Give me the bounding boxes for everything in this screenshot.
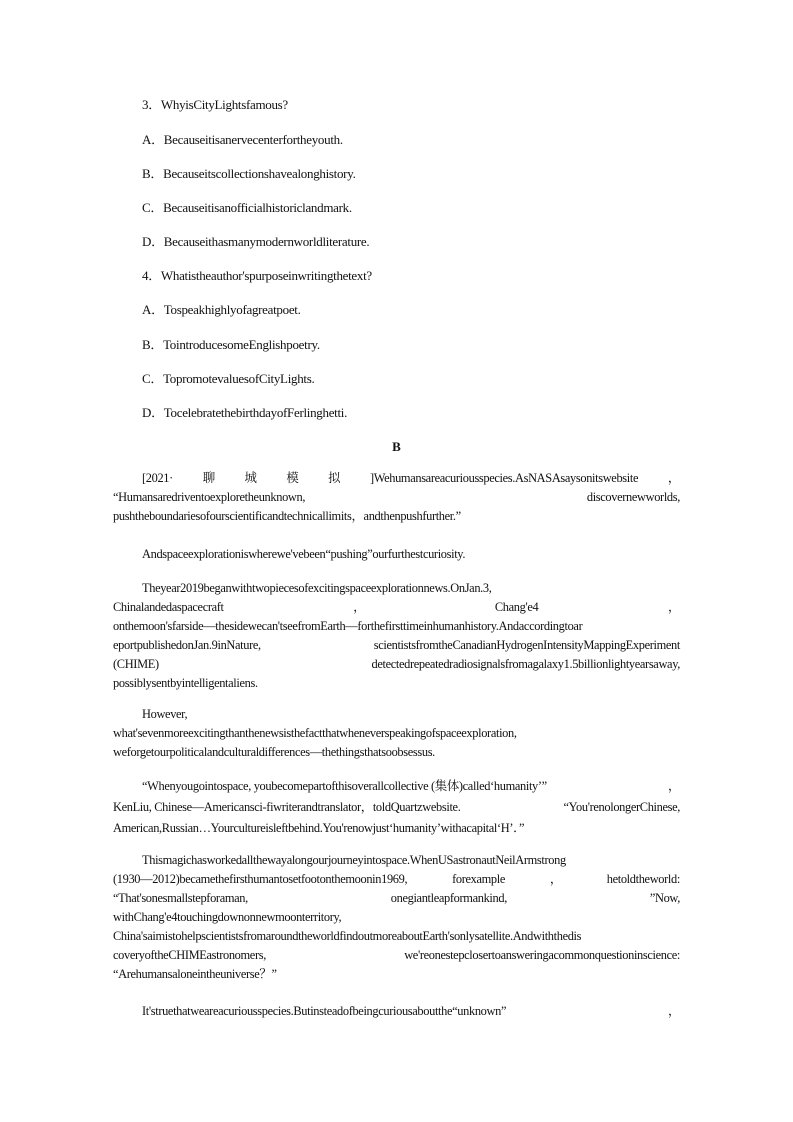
paragraph-line: American,Russian…Yourcultureisleftbehind.You'renowjust‘humanity’withacapital‘H’．” [113,821,525,835]
passage-paragraph-6 [113,851,680,984]
paragraph-line: possiblysentbyintelligentaliens. [113,676,258,690]
paragraph-line: Andspaceexplorationiswherewe'vebeen“pushing”ourfurthestcuriosity. [142,547,466,561]
paragraph-line: China'saimistohelpscientistsfromaroundtheworldfindoutmoreaboutEarth'sonlysatellite.Andwiththedis [113,929,582,943]
paragraph-line: weforgetourpoliticalandculturaldifferences—thethingsthatsoobsessus. [113,745,435,759]
question-3-option-c: C．Becauseitisanofficialhistoriclandmark. [142,200,352,215]
question-3-option-d: D．Becauseithasmanymodernworldliterature. [142,234,370,249]
question-4-stem: 4．Whatistheauthor'spurposeinwritingthetext? [142,268,372,283]
paragraph-line: Theyear2019beganwithtwopiecesofexcitingspaceexplorationnews.OnJan.3, [142,581,492,595]
question-3-option-b: B．Becauseitscollectionshavealonghistory. [142,166,356,181]
passage-paragraph-2 [113,545,680,564]
paragraph-line: eportpublishedonJan.9inNature, scientistsfromtheCanadianHydrogenIntensityMappingExperiment [113,638,680,652]
paragraph-line: (1930—2012)becamethefirsthumantosetfootonthemoonin1969, forexample ， hetoldtheworld: [113,872,680,886]
paragraph-line: KenLiu, Chinese—Americansci-fiwriterandtranslator，toldQuartzwebsite. “You'renolongerChinese, [113,800,680,814]
paragraph-line: “Humansaredriventoexploretheunknown, discovernewworlds, [113,490,680,504]
question-4-option-c: C．TopromotevaluesofCityLights. [142,371,315,386]
question-4-option-b: B．TointroducesomeEnglishpoetry. [142,337,320,352]
question-3-option-a: A．Becauseitisanervecenterfortheyouth. [142,132,343,147]
paragraph-line: what'sevenmoreexcitingthanthenewsisthefactthatwheneverspeakingofspaceexploration, [113,726,517,740]
paragraph-line: Chinalandedaspacecraft ， Chang'e4 ， [113,600,680,614]
paragraph-line: However, [142,707,188,721]
passage-paragraph-1 [113,469,680,526]
question-4-option-a: A．Tospeakhighlyofagreatpoet. [142,302,301,317]
paragraph-line: “That'sonesmallstepforaman, onegiantleapformankind, ”Now, [113,891,680,905]
passage-paragraph-7 [113,1002,680,1021]
question-4-option-d: D．TocelebratethebirthdayofFerlinghetti. [142,405,348,420]
passage-paragraph-3 [113,579,680,693]
paragraph-line: onthemoon'sfarside—thesidewecan'tseefromEarth—forthefirsttimeinhumanhistory.Andaccordingtoar [113,619,583,633]
paragraph-line: “Whenyougointospace, youbecomepartofthisoverallcollective (集体)called‘humanity’” ， [142,779,680,793]
paragraph-line: withChang'e4touchingdownonnewmoonterritory, [113,910,342,924]
paragraph-line: coveryoftheCHIMEastronomers, we'reonestepclosertoansweringacommonquestioninscience: [113,948,680,962]
passage-paragraph-4 [113,705,680,762]
paragraph-line: pushtheboundariesofourscientificandtechnicallimits，andthenpushfurther.” [113,509,461,523]
paragraph-line: “Arehumansaloneintheuniverse？” [113,967,277,981]
paragraph-line: [2021· 聊 城 模 拟 ]Wehumansareacuriousspecies.AsNASAsaysonitswebsite ， [142,471,680,485]
paragraph-line: (CHIME) detectedrepeatedradiosignalsfromagalaxy1.5billionlightyearsaway, [113,657,680,671]
passage-paragraph-5 [113,776,680,839]
paragraph-line: It'struethatweareacuriousspecies.Butinsteadofbeingcuriousaboutthe“unknown” ， [142,1004,680,1018]
question-3-stem: 3．WhyisCityLightsfamous? [142,97,288,112]
paragraph-line: Thismagichasworkedallthewayalongourjourneyintospace.WhenUSastronautNeilArmstrong [142,853,566,867]
section-heading: B [392,439,401,454]
